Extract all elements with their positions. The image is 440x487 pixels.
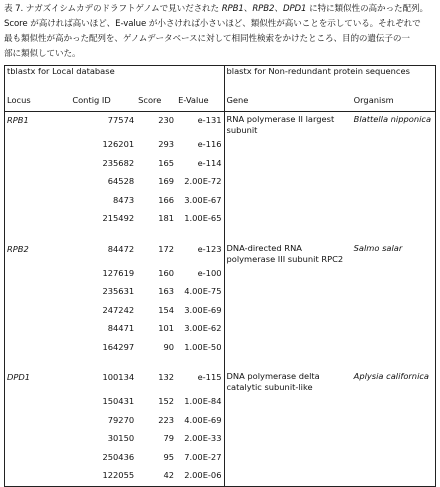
organism-cell (352, 265, 436, 284)
locus-cell (5, 173, 71, 192)
caption-text: 最も類似性が高かった配列を、ゲノムデータベースに対して相同性検索をかけたところ、目的の遺伝子の一 (4, 34, 410, 44)
locus-cell (5, 155, 71, 174)
table-row (5, 449, 436, 468)
table-row (5, 136, 436, 155)
gene-cell (224, 283, 352, 302)
locus-cell (5, 283, 71, 302)
spacer-cell (70, 357, 136, 369)
organism-cell (352, 393, 436, 412)
spacer-cell (70, 229, 136, 241)
contig-id-cell: 215492 (102, 213, 135, 223)
organism-cell (352, 283, 436, 302)
contig-id-cell: 84472 (107, 243, 135, 254)
contig-id-cell: 235682 (102, 157, 135, 168)
e-value-cell: 2.00E-33 (184, 433, 222, 443)
spacer-cell (136, 229, 176, 241)
e-value-cell: 3.00E-69 (184, 304, 222, 315)
caption-text: RPB2 (252, 4, 275, 14)
organism-cell (352, 155, 436, 174)
organism-cell (352, 136, 436, 155)
score-cell: 172 (158, 243, 175, 254)
table-row (5, 265, 436, 284)
contig-id-cell: 8473 (113, 194, 135, 205)
spacer-cell (136, 357, 176, 369)
locus-cell (5, 210, 71, 229)
spacer-cell (176, 357, 224, 369)
gene-cell: DNA polymerase delta catalytic subunit-like (224, 369, 352, 393)
table-row (5, 302, 436, 321)
contig-id-cell: 64528 (107, 176, 135, 186)
column-header-locus: Locus (5, 93, 71, 112)
caption-text: 、 (243, 4, 253, 14)
locus-cell (5, 393, 71, 412)
gene-cell (224, 136, 352, 155)
organism-cell (352, 320, 436, 339)
group-spacer-row (5, 357, 436, 369)
column-header-e-value: E-Value (176, 93, 224, 112)
e-value-cell: 3.00E-67 (184, 194, 222, 205)
organism-cell (352, 192, 436, 211)
spacer-cell (5, 357, 71, 369)
blast-results-table (4, 65, 436, 487)
locus-cell (5, 339, 71, 358)
contig-id-cell: 77574 (107, 115, 135, 125)
contig-id-cell: 150431 (102, 396, 135, 406)
spacer-cell (224, 229, 352, 241)
score-cell: 223 (158, 414, 175, 425)
score-cell: 230 (158, 115, 175, 125)
group-spacer-row (5, 229, 436, 241)
caption-line (4, 17, 436, 32)
e-value-cell: e-123 (197, 243, 222, 254)
contig-id-cell: 84471 (107, 323, 135, 333)
spacer-cell (224, 357, 352, 369)
gene-cell: DNA-directed RNA polymerase III subunit RPC2 (224, 241, 352, 265)
e-value-cell: 3.00E-62 (184, 323, 222, 333)
table-row (5, 155, 436, 174)
table-row (5, 320, 436, 339)
gene-cell (224, 339, 352, 358)
table-caption (4, 2, 436, 62)
gene-cell (224, 192, 352, 211)
spacer-cell (352, 229, 436, 241)
score-cell: 160 (158, 267, 175, 278)
table-row (5, 241, 436, 265)
e-value-cell: e-116 (197, 139, 222, 149)
column-header-organism: Organism (352, 93, 436, 112)
column-header-contig-id: Contig ID (70, 93, 136, 112)
gene-cell (224, 393, 352, 412)
score-cell: 293 (158, 139, 175, 149)
gene-cell (224, 155, 352, 174)
score-cell: 90 (163, 341, 175, 352)
caption-text: 、 (274, 4, 283, 14)
locus-cell (5, 136, 71, 155)
contig-id-cell: 247242 (102, 304, 135, 315)
gene-cell (224, 265, 352, 284)
score-cell: 154 (158, 304, 175, 315)
locus-cell: DPD1 (5, 369, 71, 393)
gene-cell (224, 430, 352, 449)
table-group-header-row (5, 66, 436, 94)
table-row (5, 283, 436, 302)
table-row (5, 369, 436, 393)
locus-cell (5, 192, 71, 211)
gene-cell: RNA polymerase II largest subunit (224, 112, 352, 137)
gene-cell (224, 302, 352, 321)
e-value-cell: 2.00E-72 (184, 176, 222, 186)
organism-cell (352, 302, 436, 321)
column-header-gene: Gene (224, 93, 352, 112)
organism-cell (352, 339, 436, 358)
right-group-header: blastx for Non-redundant protein sequences (224, 66, 436, 94)
organism-cell (352, 173, 436, 192)
e-value-cell: 1.00E-50 (184, 341, 222, 352)
table-row (5, 192, 436, 211)
locus-cell: RPB1 (5, 112, 71, 137)
contig-id-cell: 164297 (102, 341, 135, 352)
score-cell: 169 (158, 176, 175, 186)
score-cell: 165 (158, 157, 175, 168)
caption-line (4, 32, 436, 47)
caption-text: Score が高ければ高いほど、E-value が小さければ小さいほど、類似性が高いことを示している。それぞれで (4, 19, 421, 29)
score-cell: 181 (158, 213, 175, 223)
caption-line (4, 2, 436, 17)
spacer-cell (176, 229, 224, 241)
caption-text: に特に類似性の高かった配列。 (306, 4, 428, 14)
table-row (5, 210, 436, 229)
score-cell: 132 (158, 372, 175, 382)
table-row (5, 173, 436, 192)
e-value-cell: 1.00E-84 (184, 396, 222, 406)
table-row (5, 112, 436, 137)
left-group-header: tblastx for Local database (5, 66, 225, 94)
score-cell: 166 (158, 194, 175, 205)
caption-line (4, 47, 436, 62)
e-value-cell: 4.00E-75 (184, 286, 222, 296)
contig-id-cell: 126201 (102, 139, 135, 149)
column-header-score: Score (136, 93, 176, 112)
locus-cell (5, 449, 71, 468)
contig-id-cell: 250436 (102, 451, 135, 462)
contig-id-cell: 30150 (107, 433, 135, 443)
score-cell: 163 (158, 286, 175, 296)
e-value-cell: 7.00E-27 (184, 451, 222, 462)
e-value-cell: 2.00E-06 (176, 467, 224, 486)
e-value-cell: 1.00E-65 (184, 213, 222, 223)
column-header-row (5, 93, 436, 112)
contig-id-cell: 235631 (102, 286, 135, 296)
score-cell: 42 (136, 467, 176, 486)
locus-cell (5, 320, 71, 339)
e-value-cell: e-114 (197, 157, 222, 168)
locus-cell (5, 265, 71, 284)
spacer-cell (352, 357, 436, 369)
organism-cell: Aplysia californica (352, 369, 436, 393)
gene-cell (224, 210, 352, 229)
gene-cell (224, 412, 352, 431)
table-row (5, 412, 436, 431)
score-cell: 79 (163, 433, 175, 443)
organism-cell: Blattella nipponica (352, 112, 436, 137)
locus-cell: RPB2 (5, 241, 71, 265)
table-row (5, 339, 436, 358)
locus-cell (5, 302, 71, 321)
e-value-cell: e-131 (197, 115, 222, 125)
locus-cell (5, 430, 71, 449)
locus-cell (5, 412, 71, 431)
score-cell: 101 (158, 323, 175, 333)
contig-id-cell: 100134 (102, 372, 135, 382)
score-cell: 95 (163, 451, 175, 462)
e-value-cell: e-115 (197, 372, 222, 382)
e-value-cell: 4.00E-69 (184, 414, 222, 425)
gene-cell (224, 320, 352, 339)
contig-id-cell: 127619 (102, 267, 135, 278)
caption-text: DPD1 (282, 4, 307, 14)
organism-cell (352, 210, 436, 229)
table-row (5, 393, 436, 412)
organism-cell (352, 412, 436, 431)
caption-text: 表 7. ナガズイシムカデのドラフトゲノムで見いだされた (4, 4, 222, 14)
score-cell: 152 (158, 396, 175, 406)
spacer-cell (5, 229, 71, 241)
organism-cell: Salmo salar (352, 241, 436, 265)
organism-cell (352, 449, 436, 468)
contig-id-cell: 79270 (107, 414, 135, 425)
caption-text: RPB1 (221, 4, 244, 14)
e-value-cell: e-100 (197, 267, 222, 278)
contig-id-cell: 122055 (70, 467, 136, 486)
table-row (5, 430, 436, 449)
organism-cell (352, 430, 436, 449)
gene-cell (224, 449, 352, 468)
caption-text: 部に類似していた。 (4, 49, 81, 59)
gene-cell (224, 173, 352, 192)
